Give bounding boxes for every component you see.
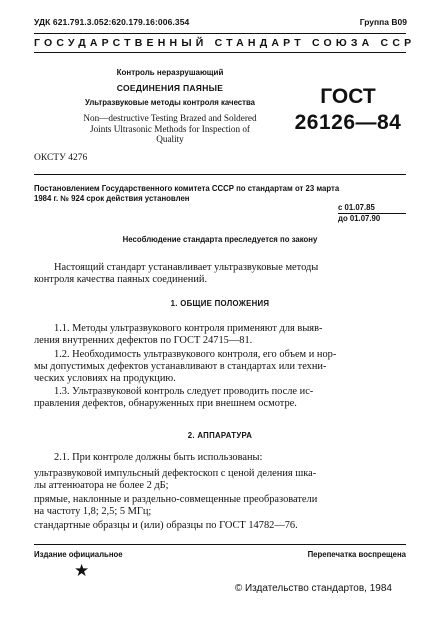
title-main: СОЕДИНЕНИЯ ПАЯНЫЕ <box>116 83 224 93</box>
official-edition-label: Издание официальное <box>34 550 123 559</box>
gost-label: ГОСТ <box>320 85 376 108</box>
section-2-heading: 2. АППАРАТУРА <box>187 431 253 440</box>
okstu-code: ОКСТУ 4276 <box>34 153 88 163</box>
title-english-line: Non—destructive Testing Brazed and Soldered <box>83 113 257 123</box>
gost-number: 26126—84 <box>294 111 402 134</box>
paragraph-1-1 <box>34 323 406 347</box>
paragraph-2-1-flaw-detector <box>34 468 406 492</box>
banner-bottom-rule <box>34 52 406 53</box>
state-standard-banner: ГОСУДАРСТВЕННЫЙ СТАНДАРТ СОЮЗА ССР <box>34 37 416 49</box>
title-category: Контроль неразрушающий <box>116 68 224 77</box>
intro-paragraph <box>34 262 406 286</box>
validity-dates <box>338 203 406 224</box>
paragraph-line: на частоту 1,8; 2,5; 5 МГц; <box>34 506 152 518</box>
validity-to: до 01.07.90 <box>338 214 381 223</box>
paragraph-line: прямые, наклонные и раздельно-совмещенные преобразователи <box>34 494 318 505</box>
paragraph-line: мы допустимых дефектов устанавливают в стандартах или техни- <box>34 361 327 373</box>
decree-line: 1984 г. № 924 срок действия установлен <box>34 194 190 203</box>
title-english <box>60 113 280 145</box>
paragraph-line: ультразвуковой импульсный дефектоскоп с ценой деления шка- <box>34 468 317 479</box>
title-english-line: Joints Ultrasonic Methods for Inspection of <box>90 123 250 134</box>
title-english-line: Quality <box>156 134 184 144</box>
title-subtitle: Ультразвуковые методы контроля качества <box>85 98 255 107</box>
paragraph-line: стандартные образцы и (или) образцы по ГОСТ 14782—76. <box>34 520 298 531</box>
footer-rule <box>34 544 406 545</box>
copyright-notice: © Издательство стандартов, 1984 <box>234 583 392 594</box>
paragraph-line: Настоящий стандарт устанавливает ультразвуковые методы <box>54 262 319 273</box>
paragraph-2-1-transducers <box>34 494 406 518</box>
paragraph-line: 2.1. При контроле должны быть использованы: <box>54 452 263 463</box>
section-1-heading: 1. ОБЩИЕ ПОЛОЖЕНИЯ <box>170 299 270 308</box>
paragraph-2-1-samples <box>34 520 406 532</box>
title-block <box>60 67 280 145</box>
udc-code: УДК 621.791.3.052:620.179.16:006.354 <box>34 17 190 27</box>
decree-text <box>34 184 406 204</box>
paragraph-1-3 <box>34 386 406 410</box>
paragraph-line: 1.3. Ультразвуковой контроль следует проводить после ис- <box>54 386 314 397</box>
paragraph-line: лы аттенюатора не более 2 дБ; <box>34 480 169 492</box>
group-code: Группа В09 <box>359 17 407 27</box>
header-divider <box>34 174 406 175</box>
reprint-prohibited-label: Перепечатка воспрещена <box>307 550 406 559</box>
paragraph-line: ления внутренних дефектов по ГОСТ 24715—81. <box>34 335 253 347</box>
banner-top-rule <box>34 33 406 34</box>
noncompliance-notice: Несоблюдение стандарта преследуется по закону <box>122 235 318 244</box>
star-icon: ★ <box>74 561 90 580</box>
paragraph-line: ческих условиях на продукцию. <box>34 373 176 385</box>
paragraph-line: 1.1. Методы ультразвукового контроля применяют для выяв- <box>54 323 323 334</box>
validity-from: с 01.07.85 <box>338 203 406 214</box>
paragraph-line: 1.2. Необходимость ультразвукового контроля, его объем и нор- <box>54 349 337 360</box>
paragraph-line: правления дефектов, обнаруженных при внешнем осмотре. <box>34 398 297 410</box>
paragraph-1-2 <box>34 349 406 386</box>
paragraph-2-1 <box>34 452 406 464</box>
paragraph-line: контроля качества паяных соединений. <box>34 274 208 286</box>
decree-line: Постановлением Государственного комитета СССР по стандартам от 23 марта <box>34 184 340 193</box>
